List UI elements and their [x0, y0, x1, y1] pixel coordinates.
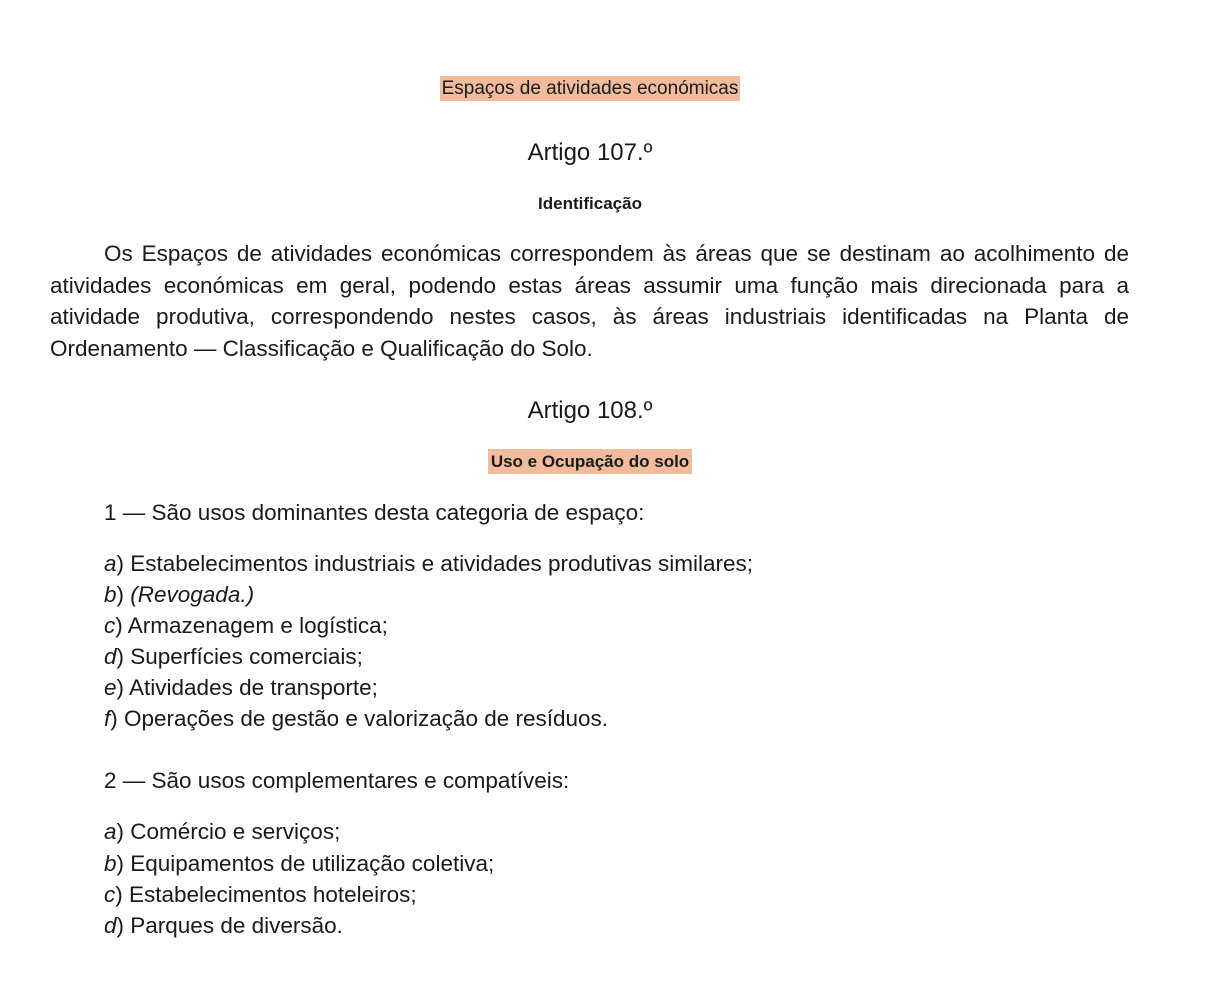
clause-2-item-b [104, 848, 494, 879]
clause-1-item-d [104, 641, 363, 672]
item-letter: b [104, 582, 117, 607]
item-italic-text: (Revogada.) [130, 582, 255, 607]
item-text: ) Atividades de transporte; [116, 675, 378, 700]
item-text: ) Parques de diversão. [116, 913, 343, 938]
item-letter: e [104, 675, 117, 700]
clause-1-item-b [104, 579, 254, 610]
item-letter: d [104, 644, 117, 669]
item-text: ) Estabelecimentos hoteleiros; [115, 882, 417, 907]
item-text: ) Equipamentos de utilização coletiva; [116, 851, 495, 876]
clause-1-item-c [104, 610, 388, 641]
item-text: ) Operações de gestão e valorização de resíduos. [110, 706, 609, 731]
article-108-number: Artigo 108.º [527, 397, 653, 424]
section-heading [0, 74, 1180, 104]
article-107-number: Artigo 107.º [527, 139, 653, 166]
item-letter: a [104, 551, 117, 576]
article-107-paragraph: Os Espaços de atividades económicas correspondem às áreas que se destinam ao acolhimento de atividades económicas em geral, podendo estas áreas assumir uma função mais direcionada para a atividade produtiva, correspondendo nestes casos, às áreas industriais identificadas na Planta de Ordenamento — Classificação e Qualificação do Solo. [50, 241, 1129, 361]
item-letter: d [104, 913, 117, 938]
item-text: ) Comércio e serviços; [116, 819, 341, 844]
clause-1-item-a [104, 548, 753, 579]
item-letter: f [104, 706, 111, 731]
clause-1-item-e [104, 672, 378, 703]
item-letter: c [104, 882, 116, 907]
clause-2-lead: 2 — São usos complementares e compatíveis: [104, 768, 570, 793]
item-letter: b [104, 851, 117, 876]
item-text: ) Armazenagem e logística; [115, 613, 388, 638]
item-text: ) [116, 582, 131, 607]
clause-1-item-f [104, 703, 608, 734]
clause-2-item-c [104, 879, 417, 910]
clause-1-lead: 1 — São usos dominantes desta categoria de espaço: [104, 500, 645, 525]
item-text: ) Estabelecimentos industriais e atividades produtivas similares; [116, 551, 754, 576]
section-heading-text: Espaços de atividades económicas [441, 78, 739, 99]
article-107-title: Identificação [538, 194, 642, 213]
item-letter: a [104, 819, 117, 844]
item-text: ) Superfícies comerciais; [116, 644, 363, 669]
item-letter: c [104, 613, 116, 638]
article-108-title [0, 449, 1180, 475]
clause-2-item-d [104, 910, 343, 941]
clause-2-item-a [104, 816, 340, 847]
article-108-title-text: Uso e Ocupação do solo [488, 449, 692, 474]
